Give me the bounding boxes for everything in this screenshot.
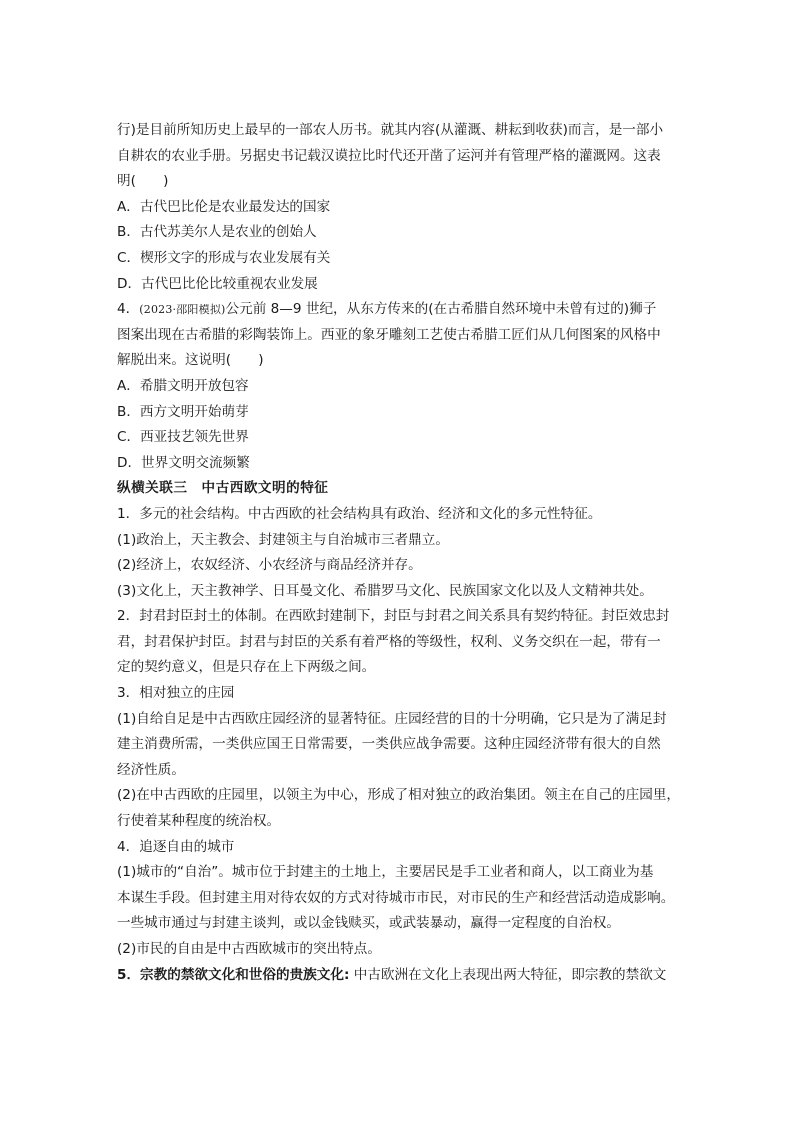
body-line: (2)在中古西欧的庄园里，以领主为中心，形成了相对独立的政治集团。领主在自己的庄园里， (117, 787, 681, 804)
question-source: (2023·邵阳模拟) (139, 303, 226, 317)
option-d: D．古代巴比伦比较重视农业发展 (117, 275, 318, 292)
text-line: 自耕农的农业手册。另据史书记载汉谟拉比时代还开凿了运河并有管理严格的灌溉网。这表 (117, 147, 661, 164)
option-c: C．楔形文字的形成与农业发展有关 (117, 249, 331, 266)
question-4-line-2: 图案出现在古希腊的彩陶装饰上。西亚的象牙雕刻工艺使古希腊工匠们从几何图案的风格中 (117, 326, 661, 343)
body-line: 行使着某种程度的统治权。 (117, 813, 281, 830)
option-b: B．古代苏美尔人是农业的创始人 (117, 224, 317, 241)
body-line: 定的契约意义，但是只存在上下两级之间。 (117, 659, 376, 676)
body-line-last (117, 963, 679, 989)
body-line: 2．封君封臣封土的体制。在西欧封建制下，封臣与封君之间关系具有契约特征。封臣效忠封 (117, 608, 670, 625)
body-line: 一些城市通过与封建主谈判，或以金钱赎买，或武装暴动，赢得一定程度的自治权。 (117, 915, 620, 932)
section-title: 纵横关联三 中古西欧文明的特征 (117, 480, 329, 497)
body-line: 本谋生手段。但封建主用对待农奴的方式对待城市市民，对市民的生产和经营活动造成影响。 (117, 889, 675, 906)
document-content (117, 118, 679, 988)
body-line: 3．相对独立的庄园 (117, 685, 235, 702)
option-a: A．古代巴比伦是农业最发达的国家 (117, 198, 331, 215)
option-a: A．希腊文明开放包容 (117, 377, 249, 394)
body-line: 经济性质。 (117, 761, 185, 778)
body-line: 建主消费所需，一类供应国王日常需要，一类供应战争需要。这种庄园经济带有很大的自然 (117, 736, 661, 753)
body-line: 君，封君保护封臣。封君与封臣的关系有着严格的等级性，权利、义务交织在一起，带有一 (117, 633, 661, 650)
body-line: 4．追逐自由的城市 (117, 838, 235, 855)
option-c: C．西亚技艺领先世界 (117, 429, 249, 446)
body-line: (1)城市的“自治”。城市位于封建主的土地上，主要居民是手工业者和商人，以工商业为基 (117, 864, 654, 881)
text-line: 明( ) (117, 173, 169, 190)
item-lead: 5．宗教的禁欲文化和世俗的贵族文化: (117, 966, 350, 983)
body-line: (3)文化上，天主教神学、日耳曼文化、希腊罗马文化、民族国家文化以及人文精神共处。 (117, 582, 653, 599)
question-text: 公元前 8—9 世纪，从东方传来的(在古希腊自然环境中未曾有过的)狮子 (225, 301, 657, 318)
option-d: D．世界文明交流频繁 (117, 454, 250, 471)
body-line: (2)市民的自由是中古西欧城市的突出特点。 (117, 941, 381, 957)
question-4-line-3: 解脱出来。这说明( ) (117, 352, 264, 369)
option-b: B．西方文明开始萌芽 (117, 403, 249, 420)
body-line: (2)经济上，农奴经济、小农经济与商品经济并存。 (117, 557, 422, 574)
question-4-line-1 (117, 297, 679, 323)
item-text: 中古欧洲在文化上表现出两大特征，即宗教的禁欲文 (349, 966, 667, 983)
body-line: (1)自给自足是中古西欧庄园经济的显著特征。庄园经营的目的十分明确，它只是为了满足封 (117, 710, 667, 727)
question-number: 4． (117, 301, 140, 318)
body-line: 1．多元的社会结构。中古西欧的社会结构具有政治、经济和文化的多元性特征。 (117, 505, 602, 522)
body-line: (1)政治上，天主教会、封建领主与自治城市三者鼎立。 (117, 531, 449, 548)
text-line: 行)是目前所知历史上最早的一部农人历书。就其内容(从灌溉、耕耘到收获)而言，是一部小 (117, 122, 664, 138)
